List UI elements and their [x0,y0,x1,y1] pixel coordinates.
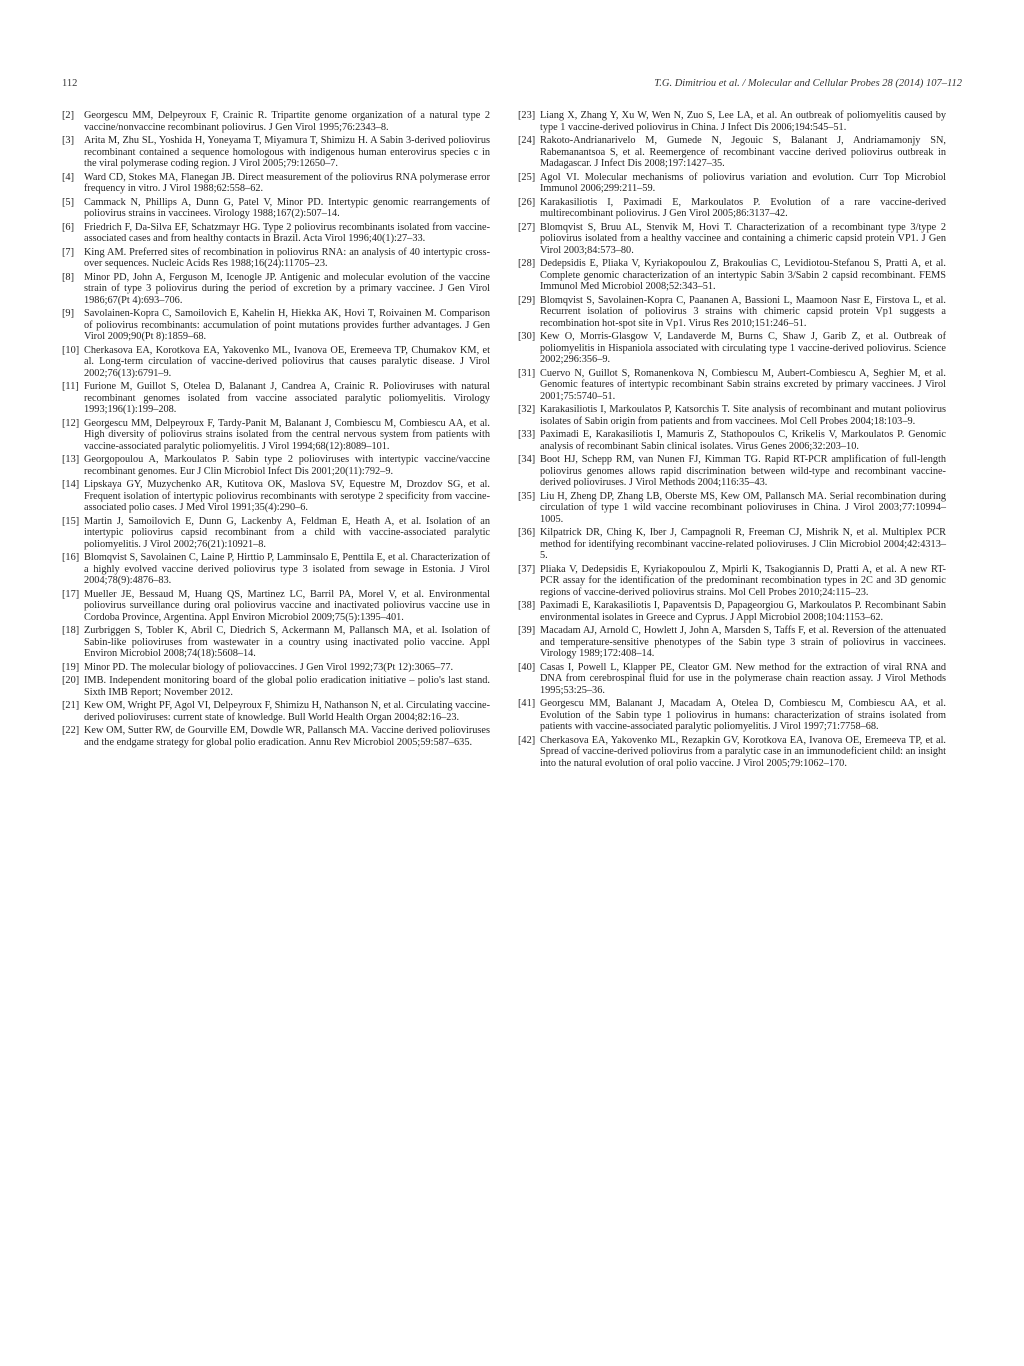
reference-number: [22] [62,725,80,736]
reference-text: Casas I, Powell L, Klapper PE, Cleator GM. New method for the extraction of viral RNA and DNA from cerebrospinal fluid for use in the polymerase chain reaction assay. J Virol Methods 1995;53:25–36. [540,661,946,696]
reference-item [62,552,490,587]
reference-text: Georgescu MM, Delpeyroux F, Tardy-Panit M, Balanant J, Combiescu M, Combiescu AA, et al. High diversity of poliovirus strains isolated from the central nervous system from patients with vaccine-associated paralytic poliomyelitis. J Virol 1994;68(12):8089–101. [84,417,490,452]
reference-text: Macadam AJ, Arnold C, Howlett J, John A, Marsden S, Taffs F, et al. Reversion of the attenuated and temperature-sensitive phenotypes of the Sabin type 3 strain of poliovirus in vaccinees. Virology 1989;172:408–14. [540,625,946,659]
reference-number: [19] [62,661,80,673]
reference-item [62,172,490,195]
reference-item [518,698,946,733]
reference-item [518,295,946,330]
reference-item [518,172,946,195]
reference-item [518,258,946,293]
reference-text: Rakoto-Andrianarivelo M, Gumede N, Jegouic S, Balanant J, Andriamamonjy SN, Rabemanantsoa S, et al. Reemergence of recombinant vaccine derived poliovirus outbreak in Madagascar. J Infect Dis 2008;197:1427–35. [540,135,946,169]
reference-text: Boot HJ, Schepp RM, van Nunen FJ, Kimman TG. Rapid RT-PCR amplification of full-length poliovirus genomes allows rapid discrimination between wild-type and recombinant vaccine-derived polioviruses. J Virol Methods 2004;116:35–43. [540,454,946,488]
reference-number: [39] [518,625,536,636]
reference-item [62,272,490,307]
reference-number: [3] [62,135,75,146]
references-column-right [518,110,946,771]
reference-text: Cammack N, Phillips A, Dunn G, Patel V, Minor PD. Intertypic genomic rearrangements of poliovirus strains in vaccinees. Virology 1988;167(2):507–14. [84,196,490,219]
reference-item [518,404,946,427]
reference-number: [5] [62,196,75,208]
reference-item [62,110,490,133]
reference-item [62,454,490,477]
reference-number: [25] [518,171,536,183]
reference-item [62,135,490,170]
reference-text: Arita M, Zhu SL, Yoshida H, Yoneyama T, Miyamura T, Shimizu H. A Sabin 3-derived poliovirus recombinant contained a sequence homologous with indigenous human enterovirus species c in the viral polymerase coding region. J Virol 2005;79:12650–7. [84,135,490,169]
reference-text: Kilpatrick DR, Ching K, Iber J, Campagnoli R, Freeman CJ, Mishrik N, et al. Multiplex PCR method for identifying recombinant vaccine-related polioviruses. J Clin Microbiol 2004;42:4313–5. [540,527,946,561]
reference-text: Friedrich F, Da-Silva EF, Schatzmayr HG. Type 2 poliovirus recombinants isolated from vaccine-associated cases and from healthy contacts in Brazil. Acta Virol 1996;40(1):27–33. [84,221,490,244]
reference-item [62,700,490,723]
reference-text: Paximadi E, Karakasiliotis I, Papaventsis D, Papageorgiou G, Markoulatos P. Recombinant Sabin environmental isolates in Greece and Cyprus. J Appl Microbiol 2008;104:1153–62. [540,600,946,623]
reference-item [518,222,946,257]
reference-text: Blomqvist S, Bruu AL, Stenvik M, Hovi T. Characterization of a recombinant type 3/type 2 poliovirus isolated from a healthy vaccinee and containing a chimeric capsid protein VP1. J Gen Virol 2003;84:573–80. [540,221,946,256]
reference-item [62,308,490,343]
reference-text: Dedepsidis E, Pliaka V, Kyriakopoulou Z, Brakoulias C, Levidiotou-Stefanou S, Pratti A, et al. Complete genomic characterization of an intertypic Sabin 3/Sabin 2 capsid recombinant. FEMS Immunol Med Microbiol 2008;52:343–51. [540,258,946,292]
reference-item [518,735,946,770]
reference-item [518,491,946,526]
reference-number: [37] [518,563,536,575]
reference-item [62,247,490,270]
reference-number: [30] [518,331,536,342]
reference-item [518,368,946,403]
reference-number: [31] [518,367,536,379]
reference-item [518,600,946,623]
reference-item [62,589,490,624]
reference-item [518,625,946,660]
reference-text: Savolainen-Kopra C, Samoilovich E, Kahelin H, Hiekka AK, Hovi T, Roivainen M. Comparison of poliovirus recombinants: accumulation of point mutations provides further advantages. J Gen Virol 2009;90(Pt 8):1859–68. [84,308,490,342]
reference-text: Cuervo N, Guillot S, Romanenkova N, Combiescu M, Aubert-Combiescu A, Seghier M, et al. Genomic features of intertypic recombinant Sabin strains excreted by primary vaccinees. J Virol 2001;75:5740–51. [540,367,946,402]
reference-item [518,527,946,562]
references-column-left [62,110,490,750]
journal-citation: T.G. Dimitriou et al. / Molecular and Cellular Probes 28 (2014) 107–112 [654,78,962,89]
reference-number: [9] [62,308,75,319]
reference-number: [41] [518,698,536,709]
reference-number: [24] [518,135,536,146]
reference-item [62,662,490,674]
reference-number: [27] [518,221,536,233]
reference-number: [14] [62,479,80,490]
reference-number: [20] [62,675,80,686]
reference-text: Cherkasova EA, Korotkova EA, Yakovenko ML, Ivanova OE, Eremeeva TP, Chumakov KM, et al. Long-term circulation of vaccine-derived poliovirus that causes paralytic disease. J Virol 2002;76(13):6791–9. [84,344,490,379]
reference-item [62,197,490,220]
reference-number: [10] [62,344,80,356]
reference-text: Zurbriggen S, Tobler K, Abril C, Diedrich S, Ackermann M, Pallansch MA, et al. Isolation of Sabin-like polioviruses from wastewater in a country using inactivated polio vaccine. Appl Environ Microbiol 2008;74(18):5608–14. [84,625,490,659]
reference-number: [28] [518,258,536,269]
reference-number: [6] [62,221,75,233]
reference-text: Agol VI. Molecular mechanisms of poliovirus variation and evolution. Curr Top Microbiol Immunol 2006;299:211–59. [540,171,946,194]
reference-text: Karakasiliotis I, Markoulatos P, Katsorchis T. Site analysis of recombinant and mutant poliovirus isolates of Sabin origin from patients and from vaccinees. Mol Cell Probes 2004;18:103–9. [540,404,946,427]
reference-text: Mueller JE, Bessaud M, Huang QS, Martinez LC, Barril PA, Morel V, et al. Environmental poliovirus surveillance during oral poliovirus vaccine and inactivated poliovirus vaccine use in Cordoba Province, Argentina. Appl Environ Microbiol 2009;75(5):1395–401. [84,588,490,623]
reference-number: [21] [62,700,80,711]
reference-text: IMB. Independent monitoring board of the global polio eradication initiative – polio's last stand. Sixth IMB Report; November 2012. [84,675,490,698]
reference-number: [4] [62,171,75,183]
reference-number: [36] [518,527,536,538]
reference-item [518,331,946,366]
reference-number: [35] [518,490,536,502]
reference-number: [18] [62,625,80,636]
reference-text: Pliaka V, Dedepsidis E, Kyriakopoulou Z, Mpirli K, Tsakogiannis D, Pratti A, et al. A new RT-PCR assay for the identification of the predominant recombination types in 2C and 3D genomic regions of vaccine-derived poliovirus strains. Mol Cell Probes 2010;24:115–23. [540,563,946,598]
reference-text: Karakasiliotis I, Paximadi E, Markoulatos P. Evolution of a rare vaccine-derived multirecombinant poliovirus. J Gen Virol 2005;86:3137–42. [540,196,946,219]
reference-text: Blomqvist S, Savolainen C, Laine P, Hirttio P, Lamminsalo E, Penttila E, et al. Characterization of a highly evolved vaccine derived poliovirus type 3 isolated from sewage in Estonia. J Virol 2004;78(9):4876–83. [84,552,490,586]
reference-number: [32] [518,404,536,415]
reference-text: Lipskaya GY, Muzychenko AR, Kutitova OK, Maslova SV, Equestre M, Drozdov SG, et al. Frequent isolation of intertypic poliovirus recombinants with serotype 2 specificity from vaccine-associated polio cases. J Med Virol 1991;35(4):290–6. [84,479,490,513]
reference-number: [2] [62,110,75,121]
reference-item [518,454,946,489]
reference-number: [12] [62,417,80,429]
reference-number: [15] [62,515,80,527]
reference-text: King AM. Preferred sites of recombination in poliovirus RNA: an analysis of 40 intertypic cross-over sequences. Nucleic Acids Res 1988;16(24):11705–23. [84,246,490,269]
reference-text: Cherkasova EA, Yakovenko ML, Rezapkin GV, Korotkova EA, Ivanova OE, Eremeeva TP, et al. Spread of vaccine-derived poliovirus from a paralytic case in an immunodeficient child: an insight into the natural evolution of oral polio vaccine. J Virol 2005;79:1062–170. [540,734,946,769]
reference-item [518,429,946,452]
reference-text: Kew O, Morris-Glasgow V, Landaverde M, Burns C, Shaw J, Garib Z, et al. Outbreak of poliomyelitis in Hispaniola associated with circulating type 1 vaccine-derived poliovirus. Science 2002;296:356–9. [540,331,946,365]
reference-number: [17] [62,588,80,600]
reference-item [62,516,490,551]
reference-item [518,662,946,697]
reference-item [62,222,490,245]
reference-item [518,135,946,170]
reference-number: [11] [62,381,79,392]
reference-number: [26] [518,196,536,208]
reference-text: Liu H, Zheng DP, Zhang LB, Oberste MS, Kew OM, Pallansch MA. Serial recombination during circulation of type 1 wild vaccine recombinant polioviruses in China. J Virol 2003;77:10994–1005. [540,490,946,525]
reference-text: Georgescu MM, Balanant J, Macadam A, Otelea D, Combiescu M, Combiescu AA, et al. Evolution of the Sabin type 1 poliovirus in humans: characterization of strains isolated from patients with vaccine-associated paralytic poliomyelitis. J Virol 1997;71:7758–68. [540,698,946,732]
reference-item [62,625,490,660]
reference-text: Furione M, Guillot S, Otelea D, Balanant J, Candrea A, Crainic R. Polioviruses with natural recombinant genomes isolated from vaccine associated paralytic poliomyelitis. Virology 1993;196(1):199–208. [84,381,490,415]
reference-item [62,675,490,698]
reference-text: Georgopoulou A, Markoulatos P. Sabin type 2 polioviruses with intertypic vaccine/vaccine recombinant genomes. Eur J Clin Microbiol Infect Dis 2001;20(11):792–9. [84,454,490,477]
running-header [62,78,962,94]
reference-item [62,725,490,748]
reference-number: [13] [62,454,80,465]
reference-text: Blomqvist S, Savolainen-Kopra C, Paananen A, Bassioni L, Maamoon Nasr E, Firstova L, et al. Recurrent isolation of poliovirus 3 strains with chimeric capsid protein Vp1 suggests a recombination hot-spot site in Vp1. Virus Res 2010;151:246–51. [540,294,946,329]
reference-number: [33] [518,429,536,440]
reference-number: [7] [62,246,75,258]
reference-item [518,197,946,220]
reference-number: [23] [518,110,536,121]
page-number: 112 [62,78,78,89]
reference-text: Ward CD, Stokes MA, Flanegan JB. Direct measurement of the poliovirus RNA polymerase error frequency in vitro. J Virol 1988;62:558–62. [84,171,490,194]
reference-item [62,381,490,416]
reference-number: [42] [518,734,536,746]
reference-text: Minor PD, John A, Ferguson M, Icenogle JP. Antigenic and molecular evolution of the vaccine strain of type 3 poliovirus during the period of excretion by a primary vaccinee. J Gen Virol 1986;67(Pt 4):693–706. [84,271,490,306]
reference-text: Martin J, Samoilovich E, Dunn G, Lackenby A, Feldman E, Heath A, et al. Isolation of an intertypic poliovirus capsid recombinant from a child with vaccine-associated paralytic poliomyelitis. J Virol 2002;76(21):10921–8. [84,515,490,550]
reference-text: Kew OM, Sutter RW, de Gourville EM, Dowdle WR, Pallansch MA. Vaccine derived polioviruses and the endgame strategy for global polio eradication. Annu Rev Microbiol 2005;59:587–635. [84,725,490,748]
reference-number: [40] [518,661,536,673]
reference-text: Paximadi E, Karakasiliotis I, Mamuris Z, Stathopoulos C, Krikelis V, Markoulatos P. Genomic analysis of recombinant Sabin clinical isolates. Virus Genes 2006;32:203–10. [540,429,946,452]
reference-number: [34] [518,454,536,465]
reference-text: Minor PD. The molecular biology of poliovaccines. J Gen Virol 1992;73(Pt 12):3065–77. [84,661,454,673]
reference-item [518,564,946,599]
reference-text: Liang X, Zhang Y, Xu W, Wen N, Zuo S, Lee LA, et al. An outbreak of poliomyelitis caused by type 1 vaccine-derived poliovirus in China. J Infect Dis 2006;194:545–51. [540,110,946,133]
reference-item [518,110,946,133]
reference-number: [8] [62,271,75,283]
reference-text: Kew OM, Wright PF, Agol VI, Delpeyroux F, Shimizu H, Nathanson N, et al. Circulating vaccine-derived polioviruses: current state of knowledge. Bull World Health Organ 2004;82:16–23. [84,700,490,723]
reference-text: Georgescu MM, Delpeyroux F, Crainic R. Tripartite genome organization of a natural type 2 vaccine/nonvaccine recombinant poliovirus. J Gen Virol 1995;76:2343–8. [84,110,490,133]
reference-number: [29] [518,294,536,306]
reference-item [62,479,490,514]
reference-number: [16] [62,552,80,563]
reference-item [62,345,490,380]
reference-item [62,418,490,453]
reference-number: [38] [518,600,536,611]
